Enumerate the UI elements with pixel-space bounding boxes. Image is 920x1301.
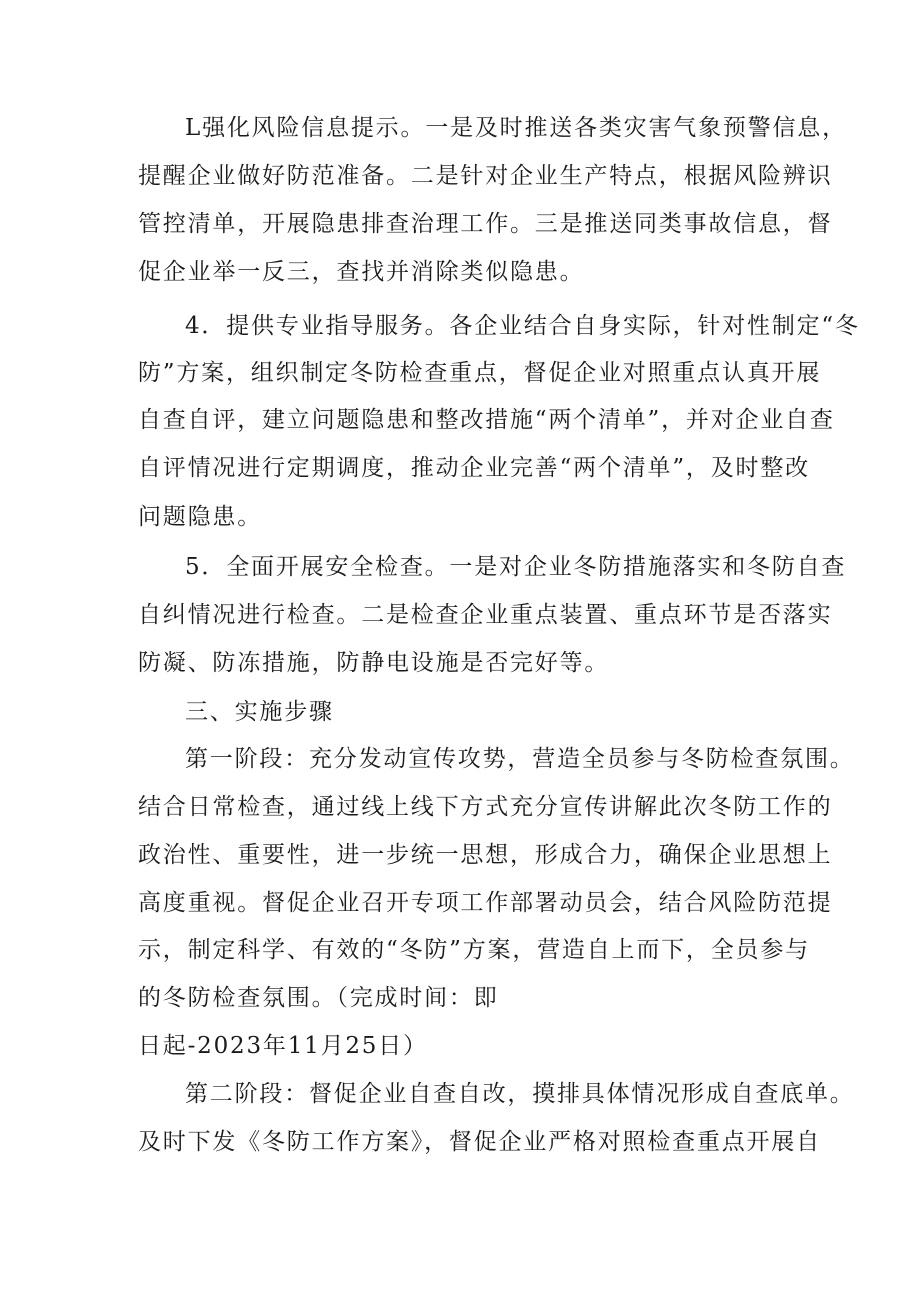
paragraph-4-line-5: 示，制定科学、有效的“冬防”方案，营造自上而下，全员参与 (138, 937, 810, 963)
paragraph-4-line-3: 政治性、重要性，进一步统一思想，形成合力，确保企业思想上 (138, 842, 833, 868)
paragraph-1-line-4: 促企业举一反三，查找并消除类似隐患。 (138, 259, 585, 285)
paragraph-3-line-2: 自纠情况进行检查。二是检查企业重点装置、重点环节是否落实 (138, 602, 833, 628)
paragraph-4-line-4: 高度重视。督促企业召开专项工作部署动员会，结合风险防范提 (138, 890, 833, 916)
paragraph-1-line-1: L强化风险信息提示。一是及时推送各类灾害气象预警信息， (185, 115, 847, 141)
paragraph-2-line-5: 问题隐患。 (138, 504, 262, 530)
paragraph-2-line-3: 自查自评，建立问题隐患和整改措施“两个清单”，并对企业自查 (138, 407, 835, 433)
paragraph-2-line-1: 4．提供专业指导服务。各企业结合自身实际，针对性制定“冬 (185, 313, 860, 339)
paragraph-4-line-1: 第一阶段：充分发动宣传攻势，营造全员参与冬防检查氛围。 (185, 746, 855, 772)
paragraph-4-line-6: 的冬防检查氛围。（完成时间：即 (138, 985, 499, 1011)
section-heading: 三、实施步骤 (185, 699, 334, 725)
paragraph-3-line-1: 5．全面开展安全检查。一是对企业冬防措施落实和冬防自查 (185, 554, 847, 580)
paragraph-5-line-1: 第二阶段：督促企业自查自改，摸排具体情况形成自查底单。 (185, 1081, 855, 1107)
paragraph-3-line-3: 防凝、防冻措施，防静电设施是否完好等。 (138, 650, 610, 676)
paragraph-4-line-2: 结合日常检查，通过线上线下方式充分宣传讲解此次冬防工作的 (138, 794, 833, 820)
paragraph-5-line-2: 及时下发《冬防工作方案》，督促企业严格对照检查重点开展自 (138, 1129, 821, 1155)
paragraph-2-line-4: 自评情况进行定期调度，推动企业完善“两个清单”，及时整改 (138, 455, 810, 481)
paragraph-1-line-2: 提醒企业做好防范准备。二是针对企业生产特点，根据风险辨识 (138, 163, 833, 189)
paragraph-1-line-3: 管控清单，开展隐患排查治理工作。三是推送同类事故信息，督 (138, 211, 833, 237)
paragraph-4-line-7: 日起-2023年11月25日） (138, 1033, 428, 1059)
paragraph-2-line-2: 防”方案，组织制定冬防检查重点，督促企业对照重点认真开展 (138, 360, 822, 386)
